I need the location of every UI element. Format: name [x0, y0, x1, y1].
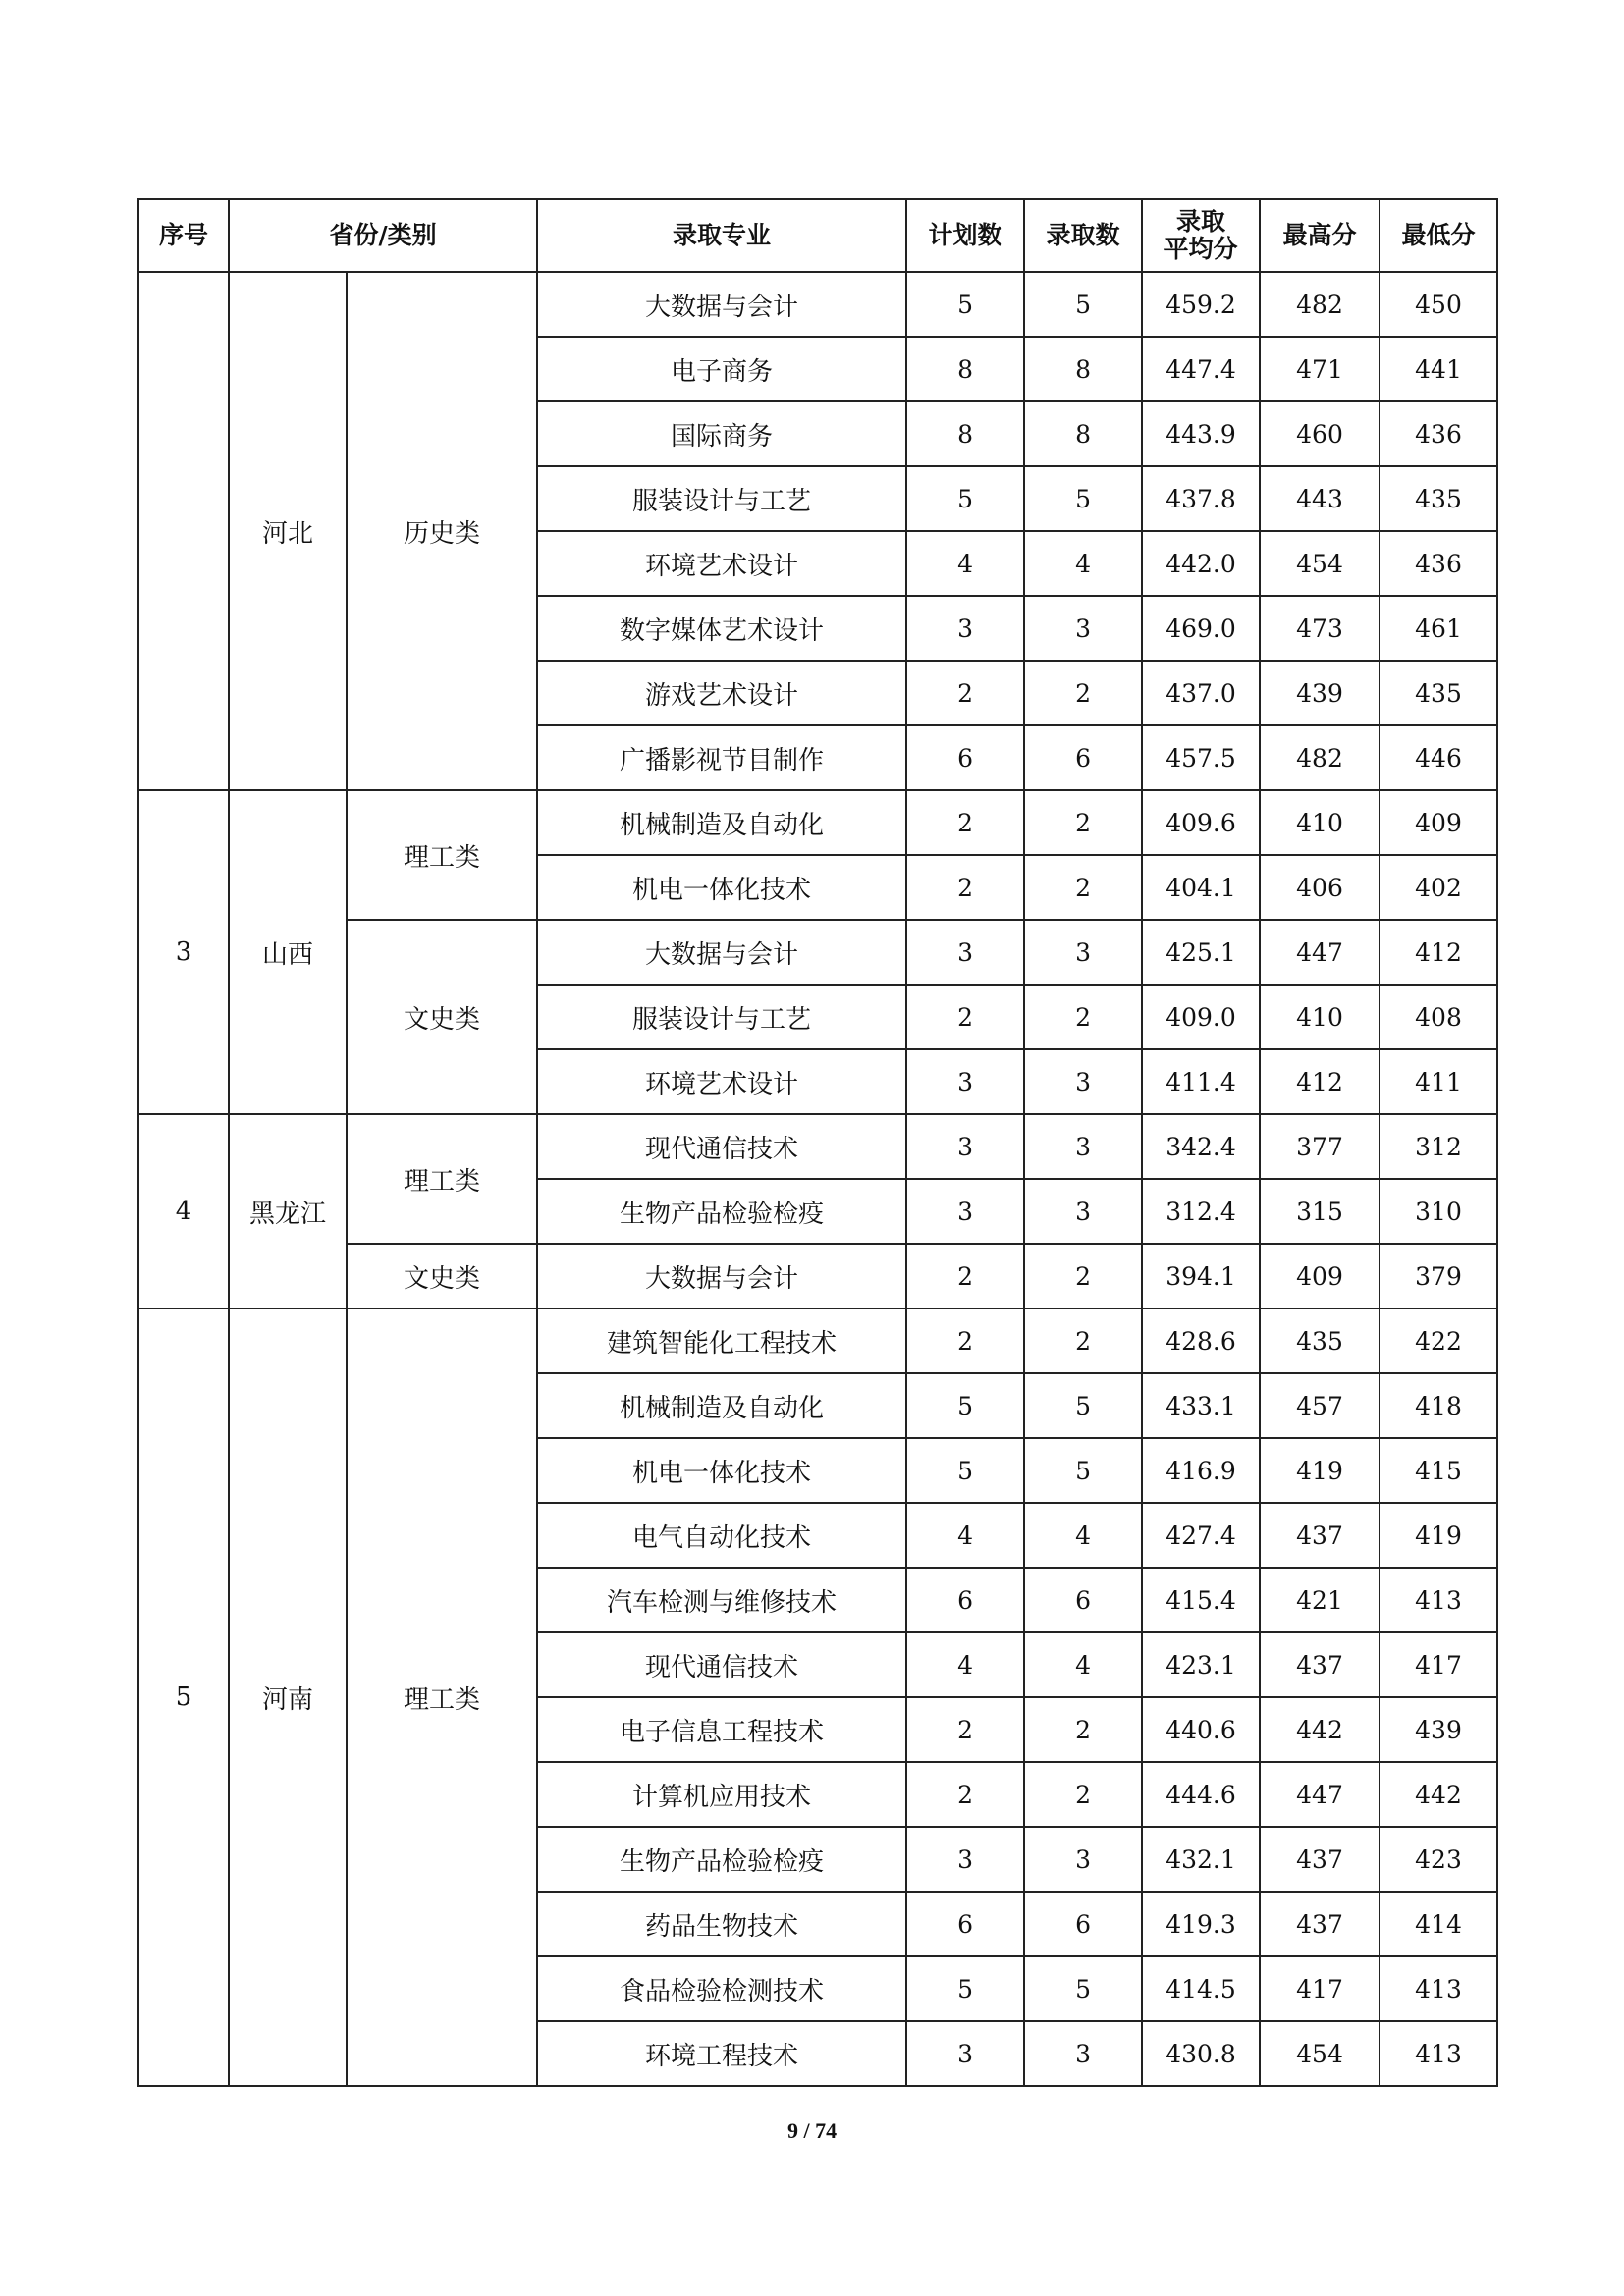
- average-score-cell: 443.9: [1142, 401, 1260, 466]
- plan-count-cell: 2: [906, 1762, 1024, 1827]
- plan-count-cell: 6: [906, 1568, 1024, 1632]
- admitted-count-cell: 5: [1024, 1956, 1142, 2021]
- min-score-cell: 413: [1380, 1568, 1497, 1632]
- plan-count-cell: 3: [906, 920, 1024, 985]
- header-major: 录取专业: [537, 199, 906, 272]
- plan-count-cell: 2: [906, 985, 1024, 1049]
- admitted-count-cell: 2: [1024, 985, 1142, 1049]
- average-score-cell: 428.6: [1142, 1308, 1260, 1373]
- major-cell: 环境工程技术: [537, 2021, 906, 2086]
- seq-cell: 3: [138, 790, 229, 1114]
- max-score-cell: 417: [1260, 1956, 1380, 2021]
- plan-count-cell: 5: [906, 1956, 1024, 2021]
- major-cell: 建筑智能化工程技术: [537, 1308, 906, 1373]
- average-score-cell: 469.0: [1142, 596, 1260, 661]
- plan-count-cell: 3: [906, 596, 1024, 661]
- header-admitted: 录取数: [1024, 199, 1142, 272]
- min-score-cell: 310: [1380, 1179, 1497, 1244]
- average-score-cell: 416.9: [1142, 1438, 1260, 1503]
- major-cell: 计算机应用技术: [537, 1762, 906, 1827]
- plan-count-cell: 2: [906, 1308, 1024, 1373]
- max-score-cell: 412: [1260, 1049, 1380, 1114]
- admitted-count-cell: 2: [1024, 1762, 1142, 1827]
- plan-count-cell: 3: [906, 1827, 1024, 1892]
- min-score-cell: 417: [1380, 1632, 1497, 1697]
- average-score-cell: 394.1: [1142, 1244, 1260, 1308]
- admitted-count-cell: 6: [1024, 1568, 1142, 1632]
- admitted-count-cell: 6: [1024, 1892, 1142, 1956]
- header-row: [138, 199, 1497, 272]
- admitted-count-cell: 8: [1024, 337, 1142, 401]
- max-score-cell: 406: [1260, 855, 1380, 920]
- max-score-cell: 437: [1260, 1892, 1380, 1956]
- category-cell: 理工类: [347, 790, 537, 920]
- min-score-cell: 413: [1380, 2021, 1497, 2086]
- table-row: [138, 1114, 1497, 1179]
- max-score-cell: 454: [1260, 2021, 1380, 2086]
- min-score-cell: 422: [1380, 1308, 1497, 1373]
- major-cell: 电子商务: [537, 337, 906, 401]
- plan-count-cell: 2: [906, 790, 1024, 855]
- admitted-count-cell: 3: [1024, 1179, 1142, 1244]
- category-cell: 理工类: [347, 1114, 537, 1244]
- admitted-count-cell: 2: [1024, 1697, 1142, 1762]
- average-score-cell: 457.5: [1142, 725, 1260, 790]
- min-score-cell: 446: [1380, 725, 1497, 790]
- admitted-count-cell: 3: [1024, 596, 1142, 661]
- min-score-cell: 423: [1380, 1827, 1497, 1892]
- plan-count-cell: 2: [906, 661, 1024, 725]
- max-score-cell: 471: [1260, 337, 1380, 401]
- major-cell: 现代通信技术: [537, 1632, 906, 1697]
- average-score-cell: 447.4: [1142, 337, 1260, 401]
- page-number: [0, 2118, 1624, 2144]
- admitted-count-cell: 5: [1024, 1438, 1142, 1503]
- major-cell: 环境艺术设计: [537, 1049, 906, 1114]
- major-cell: 环境艺术设计: [537, 531, 906, 596]
- admitted-count-cell: 3: [1024, 1049, 1142, 1114]
- min-score-cell: 435: [1380, 466, 1497, 531]
- average-score-cell: 437.8: [1142, 466, 1260, 531]
- max-score-cell: 377: [1260, 1114, 1380, 1179]
- admitted-count-cell: 2: [1024, 790, 1142, 855]
- max-score-cell: 435: [1260, 1308, 1380, 1373]
- table-body: [138, 272, 1497, 2086]
- seq-cell: 4: [138, 1114, 229, 1308]
- average-score-cell: 409.6: [1142, 790, 1260, 855]
- admitted-count-cell: 2: [1024, 1244, 1142, 1308]
- header-plan: 计划数: [906, 199, 1024, 272]
- admitted-count-cell: 2: [1024, 661, 1142, 725]
- average-score-cell: 437.0: [1142, 661, 1260, 725]
- max-score-cell: 439: [1260, 661, 1380, 725]
- header-min: 最低分: [1380, 199, 1497, 272]
- max-score-cell: 437: [1260, 1503, 1380, 1568]
- average-score-cell: 411.4: [1142, 1049, 1260, 1114]
- max-score-cell: 447: [1260, 1762, 1380, 1827]
- max-score-cell: 410: [1260, 790, 1380, 855]
- average-score-cell: 430.8: [1142, 2021, 1260, 2086]
- major-cell: 服装设计与工艺: [537, 466, 906, 531]
- max-score-cell: 457: [1260, 1373, 1380, 1438]
- header-province-category: 省份/类别: [229, 199, 537, 272]
- min-score-cell: 461: [1380, 596, 1497, 661]
- plan-count-cell: 3: [906, 1114, 1024, 1179]
- admitted-count-cell: 8: [1024, 401, 1142, 466]
- category-cell: 文史类: [347, 1244, 537, 1308]
- average-score-cell: 432.1: [1142, 1827, 1260, 1892]
- province-cell: 河北: [229, 272, 347, 790]
- min-score-cell: 409: [1380, 790, 1497, 855]
- category-cell: 理工类: [347, 1308, 537, 2086]
- max-score-cell: 473: [1260, 596, 1380, 661]
- major-cell: 广播影视节目制作: [537, 725, 906, 790]
- major-cell: 电子信息工程技术: [537, 1697, 906, 1762]
- admitted-count-cell: 5: [1024, 466, 1142, 531]
- max-score-cell: 410: [1260, 985, 1380, 1049]
- admitted-count-cell: 3: [1024, 920, 1142, 985]
- plan-count-cell: 8: [906, 337, 1024, 401]
- max-score-cell: 442: [1260, 1697, 1380, 1762]
- admitted-count-cell: 5: [1024, 1373, 1142, 1438]
- min-score-cell: 379: [1380, 1244, 1497, 1308]
- min-score-cell: 450: [1380, 272, 1497, 337]
- major-cell: 生物产品检验检疫: [537, 1179, 906, 1244]
- major-cell: 电气自动化技术: [537, 1503, 906, 1568]
- average-score-cell: 409.0: [1142, 985, 1260, 1049]
- plan-count-cell: 3: [906, 1049, 1024, 1114]
- min-score-cell: 413: [1380, 1956, 1497, 2021]
- plan-count-cell: 5: [906, 1373, 1024, 1438]
- major-cell: 生物产品检验检疫: [537, 1827, 906, 1892]
- plan-count-cell: 4: [906, 1632, 1024, 1697]
- major-cell: 机械制造及自动化: [537, 1373, 906, 1438]
- plan-count-cell: 2: [906, 855, 1024, 920]
- min-score-cell: 435: [1380, 661, 1497, 725]
- admitted-count-cell: 6: [1024, 725, 1142, 790]
- header-seq: 序号: [138, 199, 229, 272]
- min-score-cell: 436: [1380, 531, 1497, 596]
- header-average-line2: 平均分: [1164, 235, 1238, 263]
- max-score-cell: 447: [1260, 920, 1380, 985]
- major-cell: 国际商务: [537, 401, 906, 466]
- min-score-cell: 402: [1380, 855, 1497, 920]
- plan-count-cell: 5: [906, 1438, 1024, 1503]
- header-max: 最高分: [1260, 199, 1380, 272]
- average-score-cell: 459.2: [1142, 272, 1260, 337]
- max-score-cell: 460: [1260, 401, 1380, 466]
- min-score-cell: 439: [1380, 1697, 1497, 1762]
- plan-count-cell: 2: [906, 1697, 1024, 1762]
- average-score-cell: 312.4: [1142, 1179, 1260, 1244]
- page-current: 9: [786, 2118, 798, 2143]
- major-cell: 服装设计与工艺: [537, 985, 906, 1049]
- major-cell: 现代通信技术: [537, 1114, 906, 1179]
- max-score-cell: 315: [1260, 1179, 1380, 1244]
- page-separator: /: [803, 2118, 810, 2143]
- province-cell: 山西: [229, 790, 347, 1114]
- major-cell: 大数据与会计: [537, 1244, 906, 1308]
- average-score-cell: 442.0: [1142, 531, 1260, 596]
- major-cell: 食品检验检测技术: [537, 1956, 906, 2021]
- major-cell: 汽车检测与维修技术: [537, 1568, 906, 1632]
- major-cell: 机电一体化技术: [537, 1438, 906, 1503]
- average-score-cell: 433.1: [1142, 1373, 1260, 1438]
- average-score-cell: 414.5: [1142, 1956, 1260, 2021]
- average-score-cell: 419.3: [1142, 1892, 1260, 1956]
- admitted-count-cell: 2: [1024, 1308, 1142, 1373]
- average-score-cell: 415.4: [1142, 1568, 1260, 1632]
- header-average: [1142, 199, 1260, 272]
- min-score-cell: 408: [1380, 985, 1497, 1049]
- plan-count-cell: 6: [906, 1892, 1024, 1956]
- category-cell: 文史类: [347, 920, 537, 1114]
- admitted-count-cell: 4: [1024, 1632, 1142, 1697]
- major-cell: 数字媒体艺术设计: [537, 596, 906, 661]
- province-cell: 河南: [229, 1308, 347, 2086]
- max-score-cell: 437: [1260, 1632, 1380, 1697]
- average-score-cell: 425.1: [1142, 920, 1260, 985]
- max-score-cell: 419: [1260, 1438, 1380, 1503]
- major-cell: 药品生物技术: [537, 1892, 906, 1956]
- table-row: [138, 272, 1497, 337]
- min-score-cell: 442: [1380, 1762, 1497, 1827]
- plan-count-cell: 3: [906, 2021, 1024, 2086]
- plan-count-cell: 8: [906, 401, 1024, 466]
- category-cell: 历史类: [347, 272, 537, 790]
- table-row: [138, 790, 1497, 855]
- average-score-cell: 342.4: [1142, 1114, 1260, 1179]
- major-cell: 机械制造及自动化: [537, 790, 906, 855]
- average-score-cell: 427.4: [1142, 1503, 1260, 1568]
- province-cell: 黑龙江: [229, 1114, 347, 1308]
- max-score-cell: 482: [1260, 725, 1380, 790]
- major-cell: 大数据与会计: [537, 272, 906, 337]
- min-score-cell: 411: [1380, 1049, 1497, 1114]
- average-score-cell: 440.6: [1142, 1697, 1260, 1762]
- max-score-cell: 443: [1260, 466, 1380, 531]
- header-average-line1: 录取: [1176, 207, 1226, 236]
- admission-table: [137, 198, 1498, 2087]
- admitted-count-cell: 2: [1024, 855, 1142, 920]
- min-score-cell: 412: [1380, 920, 1497, 985]
- min-score-cell: 441: [1380, 337, 1497, 401]
- plan-count-cell: 4: [906, 1503, 1024, 1568]
- admitted-count-cell: 4: [1024, 531, 1142, 596]
- admitted-count-cell: 4: [1024, 1503, 1142, 1568]
- max-score-cell: 482: [1260, 272, 1380, 337]
- plan-count-cell: 3: [906, 1179, 1024, 1244]
- min-score-cell: 312: [1380, 1114, 1497, 1179]
- admitted-count-cell: 3: [1024, 2021, 1142, 2086]
- max-score-cell: 409: [1260, 1244, 1380, 1308]
- major-cell: 机电一体化技术: [537, 855, 906, 920]
- admitted-count-cell: 5: [1024, 272, 1142, 337]
- min-score-cell: 418: [1380, 1373, 1497, 1438]
- min-score-cell: 414: [1380, 1892, 1497, 1956]
- admitted-count-cell: 3: [1024, 1114, 1142, 1179]
- plan-count-cell: 2: [906, 1244, 1024, 1308]
- average-score-cell: 404.1: [1142, 855, 1260, 920]
- plan-count-cell: 4: [906, 531, 1024, 596]
- page-total: 74: [815, 2118, 838, 2143]
- average-score-cell: 423.1: [1142, 1632, 1260, 1697]
- min-score-cell: 415: [1380, 1438, 1497, 1503]
- max-score-cell: 454: [1260, 531, 1380, 596]
- min-score-cell: 419: [1380, 1503, 1497, 1568]
- max-score-cell: 421: [1260, 1568, 1380, 1632]
- min-score-cell: 436: [1380, 401, 1497, 466]
- average-score-cell: 444.6: [1142, 1762, 1260, 1827]
- plan-count-cell: 5: [906, 272, 1024, 337]
- plan-count-cell: 6: [906, 725, 1024, 790]
- plan-count-cell: 5: [906, 466, 1024, 531]
- seq-cell: 5: [138, 1308, 229, 2086]
- major-cell: 游戏艺术设计: [537, 661, 906, 725]
- max-score-cell: 437: [1260, 1827, 1380, 1892]
- admitted-count-cell: 3: [1024, 1827, 1142, 1892]
- major-cell: 大数据与会计: [537, 920, 906, 985]
- seq-cell: [138, 272, 229, 790]
- table-row: [138, 1308, 1497, 1373]
